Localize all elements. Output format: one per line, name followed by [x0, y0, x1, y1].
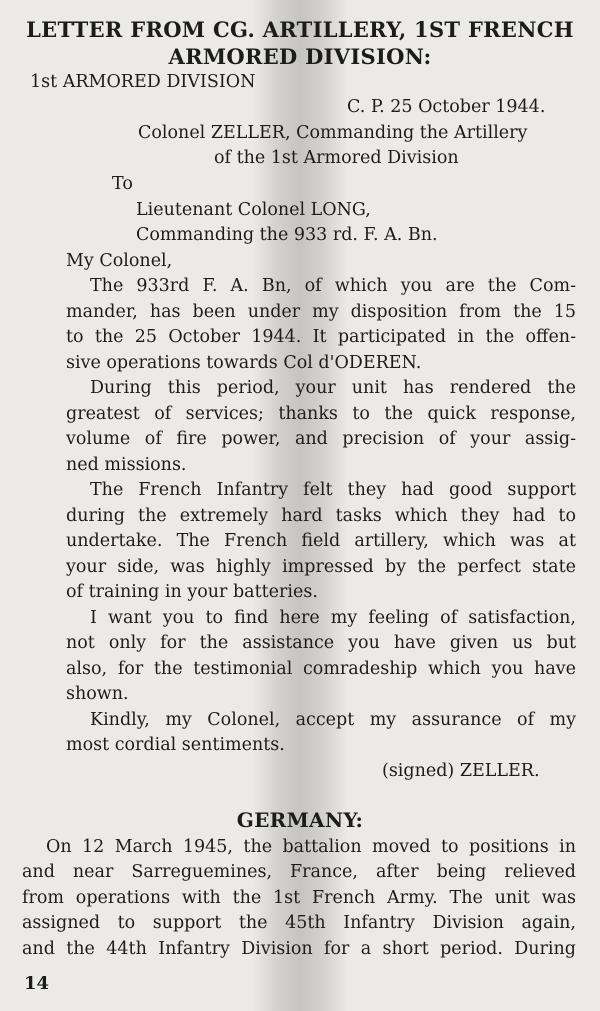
p4-line-4: shown.: [66, 684, 129, 704]
date-line: C. P. 25 October 1944.: [347, 97, 546, 117]
from-line-2: of the 1st Armored Division: [214, 148, 459, 168]
salutation: My Colonel,: [66, 251, 173, 271]
p3-line-3: undertake. The French field artillery, which was at: [66, 531, 576, 551]
to-line-1: Lieutenant Colonel LONG,: [136, 200, 371, 220]
p2-line-3: volume of fire power, and precision of your assig-: [66, 429, 576, 449]
p1-line-2: mander, has been under my disposition from the 15: [66, 302, 576, 322]
p2-line-2: greatest of services; thanks to the quick response,: [66, 404, 576, 424]
p4-line-3: also, for the testimonial comradeship which you have: [66, 659, 576, 679]
p4-line-2: not only for the assistance you have given us but: [66, 633, 576, 653]
signature: (signed) ZELLER.: [382, 761, 540, 781]
p2-line-4: ned missions.: [66, 455, 187, 475]
p1-line-1: The 933rd F. A. Bn, of which you are the Com-: [90, 276, 576, 296]
letter-heading-line-1: LETTER FROM CG. ARTILLERY, 1ST FRENCH: [26, 17, 574, 42]
germany-line-5: and the 44th Infantry Division for a short period. During: [22, 939, 576, 959]
from-line-1: Colonel ZELLER, Commanding the Artillery: [138, 123, 528, 143]
section-heading-germany: GERMANY:: [236, 808, 364, 832]
p3-line-1: The French Infantry felt they had good support: [90, 480, 576, 500]
p2-line-1: During this period, your unit has rendered the: [90, 378, 576, 398]
p5-line-2: most cordial sentiments.: [66, 735, 285, 755]
p3-line-5: of training in your batteries.: [66, 582, 318, 602]
page-number: 14: [24, 973, 50, 994]
to-line-2: Commanding the 933 rd. F. A. Bn.: [136, 225, 438, 245]
to-label: To: [112, 174, 133, 194]
p3-line-4: your side, was highly impressed by the perfect state: [66, 557, 576, 577]
germany-line-4: assigned to support the 45th Infantry Division again,: [22, 913, 576, 933]
germany-line-3: from operations with the 1st French Army. The unit was: [22, 888, 576, 908]
germany-line-1: On 12 March 1945, the battalion moved to positions in: [46, 837, 576, 857]
p3-line-2: during the extremely hard tasks which they had to: [66, 506, 576, 526]
germany-line-2: and near Sarreguemines, France, after being relieved: [22, 862, 576, 882]
p5-line-1: Kindly, my Colonel, accept my assurance of my: [90, 710, 576, 730]
unit-line: 1st ARMORED DIVISION: [30, 72, 256, 92]
p1-line-4: sive operations towards Col d'ODEREN.: [66, 353, 422, 373]
letter-heading-line-2: ARMORED DIVISION:: [168, 44, 432, 69]
p1-line-3: to the 25 October 1944. It participated in the offen-: [66, 327, 576, 347]
p4-line-1: I want you to find here my feeling of satisfaction,: [90, 608, 576, 628]
